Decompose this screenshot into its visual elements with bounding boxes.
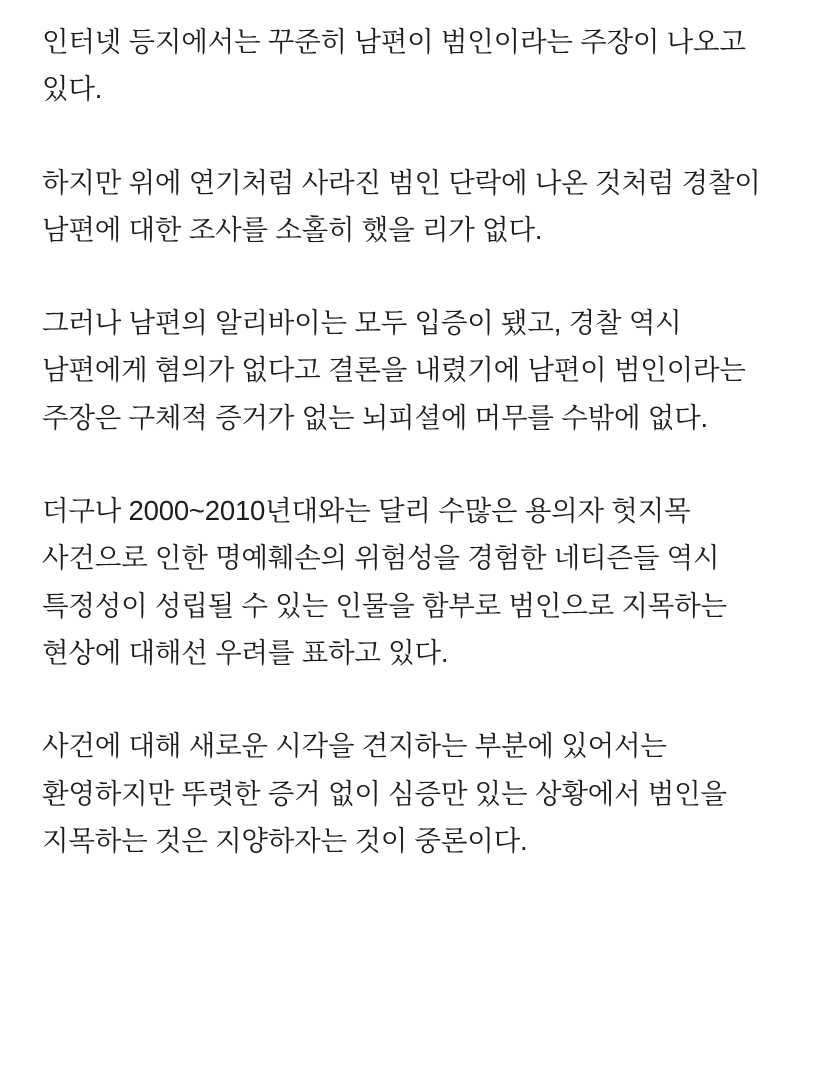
article-body xyxy=(42,18,789,864)
paragraph-3: 그러나 남편의 알리바이는 모두 입증이 됐고, 경찰 역시 남편에게 혐의가 없다고 결론을 내렸기에 남편이 범인이라는 주장은 구체적 증거가 없는 뇌피셜에 머무를 수밖에 없다. xyxy=(42,307,754,433)
paragraph-5: 사건에 대해 새로운 시각을 견지하는 부분에 있어서는 환영하지만 뚜렷한 증거 없이 심증만 있는 상황에서 범인을 지목하는 것은 지양하자는 것이 중론이다. xyxy=(42,730,735,856)
paragraph-4: 더구나 2000~2010년대와는 달리 수많은 용의자 헛지목 사건으로 인한 명예훼손의 위험성을 경험한 네티즌들 역시 특정성이 성립될 수 있는 인물을 함부로 범인으로 지목하는 현상에 대해선 우려를 표하고 있다. xyxy=(42,495,735,668)
paragraph-1: 인터넷 등지에서는 꾸준히 남편이 범인이라는 주장이 나오고 있다. xyxy=(42,26,754,105)
paragraph-2: 하지만 위에 연기처럼 사라진 범인 단락에 나온 것처럼 경찰이 남편에 대한 조사를 소홀히 했을 리가 없다. xyxy=(42,166,769,245)
